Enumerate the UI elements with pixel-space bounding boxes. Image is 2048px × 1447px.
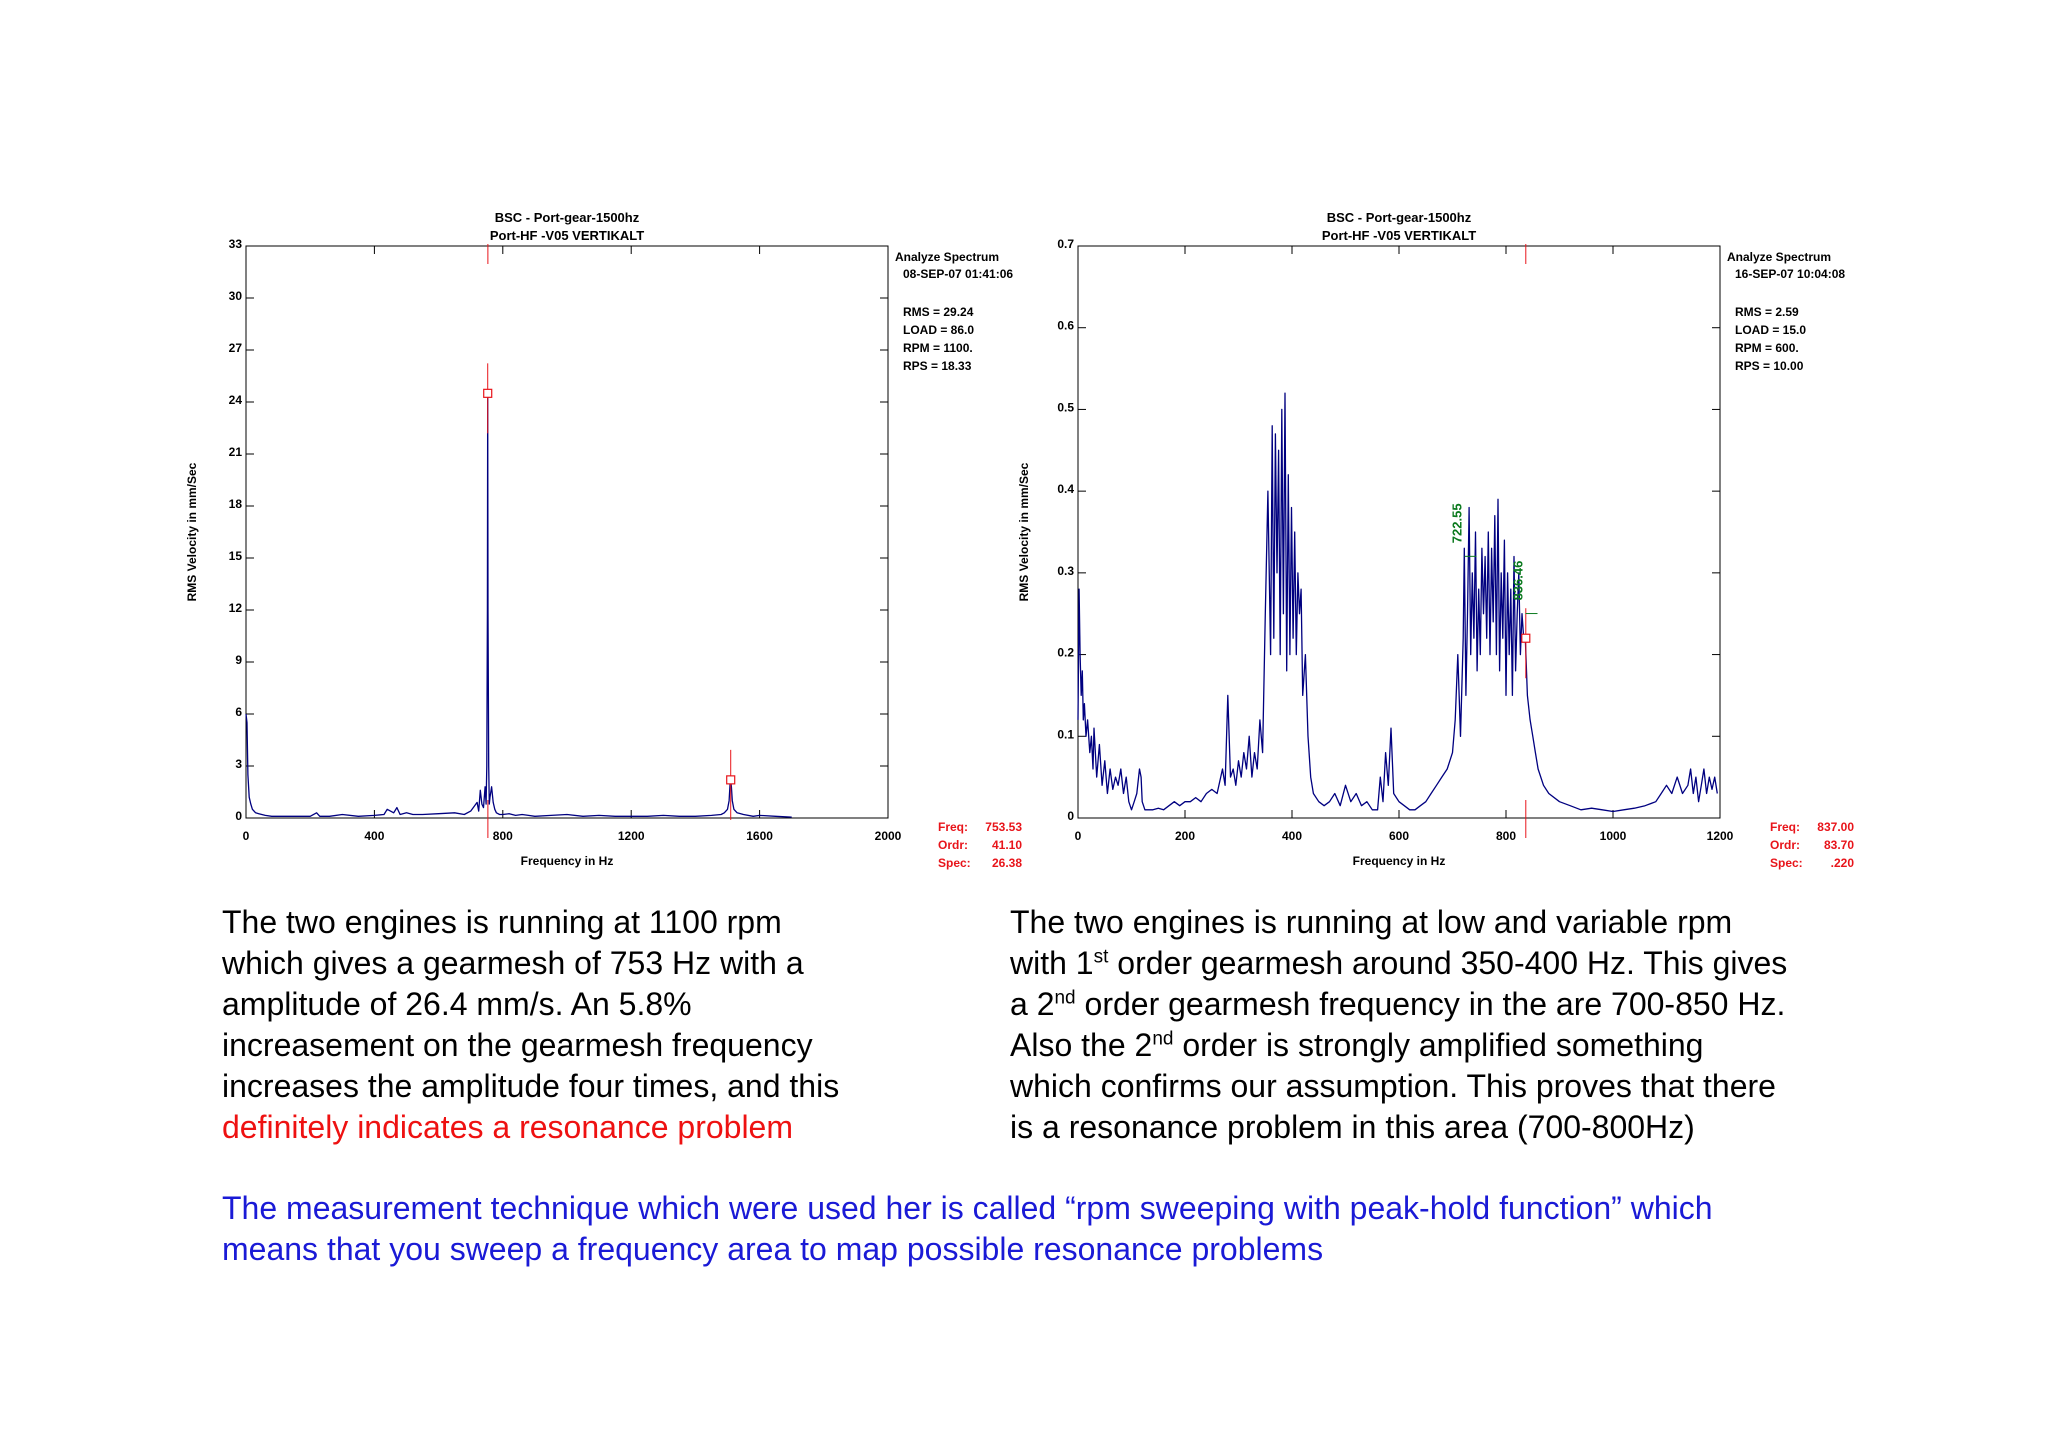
info-heading: Analyze Spectrum (895, 250, 1000, 264)
spectrum-trace (246, 393, 792, 817)
x-tick-label: 1600 (746, 829, 773, 843)
info-param: RMS = 2.59 (1735, 305, 1799, 319)
x-tick-label: 0 (1074, 829, 1082, 843)
peak-marker (727, 776, 735, 784)
text-run: a 2 (1010, 986, 1055, 1022)
plot-frame (1078, 246, 1720, 818)
readout-label: Spec: (938, 856, 971, 870)
y-tick-label: 24 (228, 393, 242, 407)
right-line (1010, 984, 1787, 1025)
readout-value: 83.70 (1823, 838, 1854, 852)
y-tick-label: 0 (235, 809, 242, 823)
chart-title: BSC - Port-gear-1500hz (494, 210, 640, 225)
resonance-conclusion: definitely indicates a resonance problem (222, 1109, 793, 1145)
x-tick-label: 600 (1388, 829, 1410, 843)
x-axis-label: Frequency in Hz (520, 854, 614, 868)
text-run: order gearmesh around 350-400 Hz. This gives (1108, 945, 1788, 981)
x-tick-label: 400 (364, 829, 385, 843)
left-line: increasement on the gearmesh frequency (222, 1027, 813, 1063)
x-axis-label: Frequency in Hz (1352, 854, 1446, 868)
x-tick-label: 1000 (1599, 829, 1627, 843)
info-param: RPS = 10.00 (1735, 359, 1804, 373)
info-param: RMS = 29.24 (903, 305, 974, 319)
right-line: which confirms our assumption. This proves that there (1010, 1068, 1776, 1104)
readout-label: Ordr: (1770, 838, 1800, 852)
y-tick-label: 27 (228, 341, 242, 355)
readout-value: 26.38 (991, 856, 1022, 870)
right-explanation (1010, 902, 1787, 1148)
readout-label: Freq: (1770, 820, 1800, 834)
x-tick-label: 200 (1174, 829, 1196, 843)
info-param: LOAD = 86.0 (903, 323, 975, 337)
info-date: 08-SEP-07 01:41:06 (903, 267, 1014, 281)
x-tick-label: 800 (492, 829, 513, 843)
right-line: is a resonance problem in this area (700-800Hz) (1010, 1109, 1695, 1145)
text-run: Also the 2 (1010, 1027, 1153, 1063)
info-param: LOAD = 15.0 (1735, 323, 1807, 337)
chart-title: BSC - Port-gear-1500hz (1326, 210, 1472, 225)
peak-frequency-label: 836.46 (1510, 560, 1526, 601)
peak-frequency-label: 722.55 (1449, 503, 1465, 544)
y-axis-label: RMS Velocity in mm/Sec (185, 462, 199, 602)
y-tick-label: 21 (228, 445, 242, 459)
y-tick-label: 12 (228, 601, 242, 615)
info-param: RPM = 600. (1735, 341, 1799, 355)
right-line (1010, 943, 1787, 984)
x-tick-label: 1200 (1706, 829, 1734, 843)
technique-note (222, 1188, 1713, 1270)
plot-frame (246, 246, 888, 818)
x-tick-label: 400 (1281, 829, 1303, 843)
readout-label: Freq: (938, 820, 968, 834)
left-line: The two engines is running at 1100 rpm (222, 904, 782, 940)
readout-value: 837.00 (1817, 820, 1854, 834)
y-tick-label: 0 (1067, 809, 1074, 823)
right-line (1010, 1025, 1787, 1066)
chart-subtitle: Port-HF -V05 VERTIKALT (489, 228, 645, 243)
y-tick-label: 0.4 (1057, 482, 1074, 497)
spectrum-trace (1078, 393, 1717, 811)
chart-subtitle: Port-HF -V05 VERTIKALT (1321, 228, 1477, 243)
y-tick-label: 0.2 (1057, 645, 1074, 660)
text-run: order gearmesh frequency in the are 700-850 Hz. (1075, 986, 1786, 1022)
x-tick-label: 2000 (874, 829, 902, 843)
left-line: amplitude of 26.4 mm/s. An 5.8% (222, 986, 692, 1022)
readout-value: .220 (1830, 856, 1854, 870)
y-tick-label: 15 (228, 549, 242, 563)
text-run: with 1 (1010, 945, 1094, 981)
readout-label: Spec: (1770, 856, 1803, 870)
x-tick-label: 800 (1495, 829, 1517, 843)
peak-marker (1522, 634, 1530, 642)
info-param: RPS = 18.33 (903, 359, 972, 373)
y-tick-label: 0.3 (1057, 563, 1074, 578)
x-tick-label: 0 (242, 829, 250, 843)
y-tick-label: 6 (235, 705, 242, 719)
y-tick-label: 3 (235, 757, 242, 771)
note-line: The measurement technique which were used her is called “rpm sweeping with peak-hold function” which (222, 1190, 1713, 1226)
right-line: The two engines is running at low and variable rpm (1010, 904, 1733, 940)
info-heading: Analyze Spectrum (1727, 250, 1832, 264)
y-tick-label: 0.1 (1057, 727, 1074, 742)
info-param: RPM = 1100. (903, 341, 973, 355)
y-tick-label: 0.5 (1057, 400, 1074, 415)
readout-label: Ordr: (938, 838, 968, 852)
note-line: means that you sweep a frequency area to map possible resonance problems (222, 1231, 1324, 1267)
y-tick-label: 0.6 (1057, 318, 1074, 333)
left-line: which gives a gearmesh of 753 Hz with a (222, 945, 804, 981)
readout-value: 41.10 (991, 838, 1022, 852)
readout-value: 753.53 (985, 820, 1022, 834)
text-run: order is strongly amplified something (1173, 1027, 1704, 1063)
left-explanation (222, 902, 839, 1148)
peak-marker (484, 389, 492, 397)
left-line: increases the amplitude four times, and this (222, 1068, 840, 1104)
ordinal-suffix: st (1093, 946, 1109, 968)
ordinal-suffix: nd (1152, 1028, 1174, 1050)
x-tick-label: 1200 (617, 829, 645, 843)
y-axis-label: RMS Velocity in mm/Sec (1017, 462, 1031, 602)
y-tick-label: 18 (228, 497, 242, 511)
info-date: 16-SEP-07 10:04:08 (1735, 267, 1846, 281)
y-tick-label: 9 (235, 653, 242, 667)
y-tick-label: 30 (228, 289, 242, 303)
y-tick-label: 33 (228, 237, 242, 251)
y-tick-label: 0.7 (1057, 237, 1074, 251)
ordinal-suffix: nd (1054, 987, 1076, 1009)
